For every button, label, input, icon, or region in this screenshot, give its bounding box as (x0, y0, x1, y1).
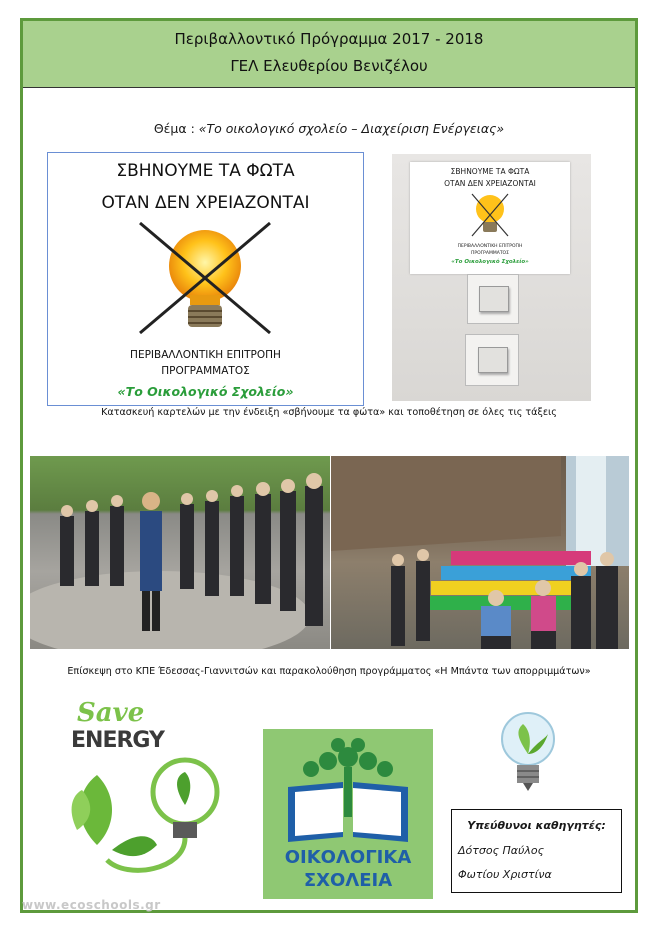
leaf-bulb-icon (67, 750, 227, 885)
caption-posters: Κατασκευή καρτελών με την ένδειξη «σβήνουμε τα φώτα» και τοποθέτηση σε όλες τις τάξεις (101, 407, 557, 418)
watermark: www.ecoschools.gr (22, 898, 161, 912)
page-header (23, 21, 635, 88)
wall-poster-committee-1: ΠΕΡΙΒΑΛΛΟΝΤΙΚΗ ΕΠΙΤΡΟΠΗ (457, 244, 523, 249)
group-photo-2-shapes (331, 456, 629, 649)
lights-off-poster (47, 152, 364, 406)
caption-visit: Επίσκεψη στο ΚΠΕ Έδεσσας-Γιαννιτσών και παρακολούθηση προγράμματος «Η Μπάντα των απορριμμάτων» (67, 666, 591, 677)
poster-program: «Το Οικολογικό Σχολείο» (117, 384, 294, 399)
group-visit-photo-1 (30, 456, 330, 649)
eco-schools-line-1: ΟΙΚΟΛΟΓΙΚΑ (284, 847, 412, 868)
plant-bulb-icon (493, 709, 563, 804)
page-frame (20, 18, 638, 913)
save-energy-energy: ENERGY (71, 728, 164, 753)
wall-bulb-icon (470, 192, 510, 242)
teachers-box (451, 809, 622, 893)
poster-committee-1: ΠΕΡΙΒΑΛΛΟΝΤΙΚΗ ΕΠΙΤΡΟΠΗ (130, 349, 281, 361)
poster-line-1: ΣΒΗΝΟΥΜΕ ΤΑ ΦΩΤΑ (116, 161, 295, 181)
program-title: Περιβαλλοντικό Πρόγραμμα 2017 - 2018 (174, 30, 484, 48)
crossed-bulb-icon (130, 221, 280, 341)
wall-poster-program: «Το Οικολογικό Σχολείο» (451, 259, 529, 265)
wall-switch-photo (392, 154, 591, 401)
theme-line (23, 121, 635, 136)
eco-schools-line-2: ΣΧΟΛΕΙΑ (303, 870, 393, 891)
school-name: ΓΕΛ Ελευθερίου Βενιζέλου (230, 57, 428, 75)
teachers-heading: Υπεύθυνοι καθηγητές: (467, 819, 606, 832)
theme-label: Θέμα : (153, 121, 195, 136)
wall-poster-committee-2: ΠΡΟΓΡΑΜΜΑΤΟΣ (471, 251, 509, 256)
light-switch-lower (465, 334, 519, 386)
teacher-name: Φωτίου Χριστίνα (458, 868, 552, 881)
wall-poster (410, 162, 570, 274)
theme-title: «Το οικολογικό σχολείο – Διαχείριση Ενέργειας» (198, 121, 505, 136)
poster-committee-2: ΠΡΟΓΡΑΜΜΑΤΟΣ (161, 365, 250, 377)
save-energy-save: Save (77, 698, 145, 728)
save-energy-logo (67, 698, 227, 883)
poster-line-2: ΟΤΑΝ ΔΕΝ ΧΡΕΙΑΖΟΝΤΑΙ (101, 193, 310, 213)
wall-poster-line-1: ΣΒΗΝΟΥΜΕ ΤΑ ΦΩΤΑ (450, 167, 530, 176)
group-photo-1-shapes (30, 456, 330, 649)
eco-schools-logo (263, 729, 433, 899)
light-switch-upper (467, 274, 519, 324)
wall-poster-line-2: ΟΤΑΝ ΔΕΝ ΧΡΕΙΑΖΟΝΤΑΙ (444, 179, 536, 188)
eco-schools-tree-book-icon (263, 737, 433, 847)
teacher-name: Δότσος Παύλος (458, 844, 545, 857)
group-visit-photo-2 (331, 456, 629, 649)
